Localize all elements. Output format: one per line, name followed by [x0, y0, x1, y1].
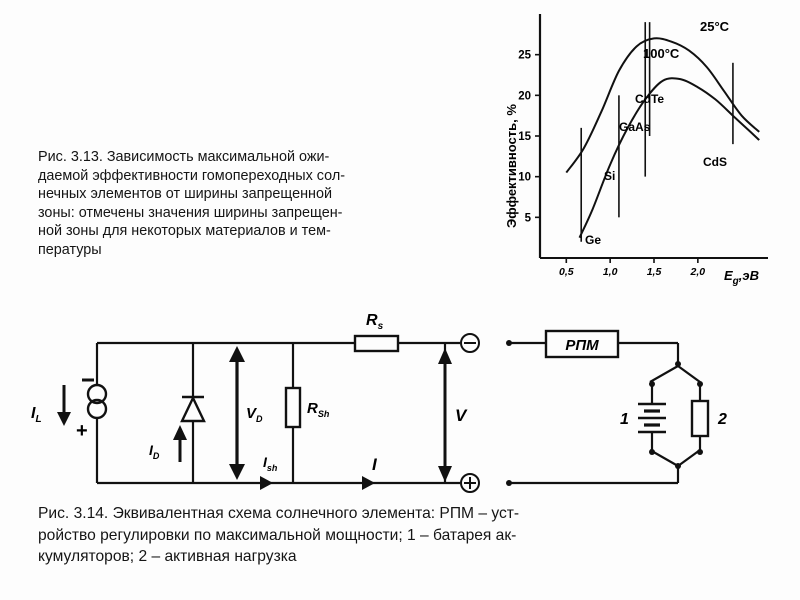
switch-bottom-2 — [678, 450, 700, 466]
ish-label-main: I — [263, 454, 267, 470]
series-label-100c: 100°C — [643, 46, 680, 61]
material-label-gaas: GaAs — [619, 120, 651, 134]
rsh-label — [307, 400, 330, 419]
vd-arrow — [229, 346, 245, 480]
caption-line: Рис. 3.14. Эквивалентная схема солнечного элемента: РПМ – уст- — [38, 505, 520, 522]
caption-line: ройство регулировки по максимальной мощности; 1 – батарея ак- — [38, 526, 517, 544]
switch-bottom-1 — [650, 450, 678, 466]
series-label-25c: 25°C — [700, 19, 730, 34]
x-axis-label — [724, 268, 759, 287]
il-label-sub: L — [35, 414, 42, 425]
plus-terminal — [461, 474, 479, 492]
material-label-ge: Ge — [585, 233, 602, 247]
rpm-label: РПМ — [565, 337, 599, 354]
rpm-box — [546, 331, 618, 357]
vd-label-sub: D — [256, 414, 263, 424]
minus-terminal — [461, 334, 479, 352]
series-group — [566, 38, 759, 237]
v-label: V — [455, 406, 467, 425]
x-tick-label: 2,0 — [690, 266, 706, 278]
x-tick-label: 1,5 — [646, 266, 662, 278]
caption-line: нечных элементов от ширины запрещенной — [38, 186, 333, 203]
load-dot — [697, 381, 703, 387]
y-tick-label: 15 — [518, 131, 531, 143]
battery-symbol — [638, 404, 666, 432]
shunt-resistor — [286, 388, 300, 427]
terminal-dot — [506, 340, 512, 346]
il-arrow — [57, 385, 71, 426]
terminal-dot — [506, 480, 512, 486]
caption-line: зоны: отмечены значения ширины запрещен- — [38, 204, 343, 221]
load-resistor — [692, 401, 708, 436]
caption-line: кумуляторов; 2 – активная нагрузка — [38, 548, 297, 565]
y-tick-label: 5 — [524, 212, 531, 225]
rs-label-main: R — [366, 312, 378, 329]
x-axis-label-main: E — [724, 268, 733, 283]
current-source-symbol — [88, 385, 106, 418]
battery-dot — [649, 449, 655, 455]
battery-label: 1 — [620, 411, 629, 428]
series-resistor — [355, 336, 398, 351]
y-ticks — [518, 50, 540, 225]
i-label: I — [372, 455, 377, 474]
il-label — [31, 405, 42, 425]
switch-dot — [675, 361, 681, 367]
il-label-main: I — [31, 405, 36, 422]
y-tick-label: 20 — [518, 90, 531, 103]
ish-arrowhead — [260, 476, 273, 490]
x-axis-label-sub: g — [732, 276, 739, 287]
material-label-si: Si — [604, 169, 616, 183]
load-label: 2 — [718, 411, 727, 428]
x-tick-label: 0,5 — [559, 266, 574, 278]
material-label-cds: CdS — [703, 155, 727, 169]
figure-3-14-caption — [38, 503, 758, 568]
y-tick-label: 25 — [518, 49, 531, 62]
switch-dot — [675, 463, 681, 469]
vd-label-main: V — [246, 405, 257, 422]
figure-3-13-caption — [38, 148, 470, 260]
v-arrow — [438, 348, 452, 482]
switch-top-1 — [650, 366, 678, 382]
caption-line: ной зоны для некоторых материалов и тем- — [38, 223, 331, 240]
x-axis-label-unit: ,эВ — [738, 268, 759, 283]
caption-line: пературы — [38, 241, 102, 258]
battery-dot — [649, 381, 655, 387]
y-axis-label: Эффективность, % — [504, 104, 519, 228]
id-arrow — [173, 425, 187, 462]
vd-label — [246, 405, 263, 424]
id-label-sub: D — [152, 451, 160, 461]
rs-label-sub: s — [377, 321, 384, 332]
diode-symbol — [182, 397, 204, 421]
caption-line: Рис. 3.13. Зависимость максимальной ожи- — [38, 149, 330, 165]
id-label — [149, 442, 160, 461]
caption-line: даемой эффективности гомопереходных сол- — [38, 167, 346, 184]
load-dot — [697, 449, 703, 455]
y-tick-label: 10 — [518, 171, 531, 184]
switch-top-2 — [678, 366, 700, 382]
material-label-cdte: CdTe — [635, 92, 665, 106]
id-label-main: I — [149, 442, 153, 458]
rsh-label-sub: Sh — [317, 409, 330, 419]
x-tick-label: 1,0 — [602, 266, 618, 278]
ish-label — [263, 454, 278, 473]
rsh-label-main: R — [307, 400, 318, 417]
source-plus-mark: + — [76, 420, 88, 442]
x-ticks — [559, 258, 705, 278]
rs-label — [366, 312, 384, 332]
ish-label-sub: sh — [266, 463, 278, 473]
i-arrowhead — [362, 476, 375, 490]
